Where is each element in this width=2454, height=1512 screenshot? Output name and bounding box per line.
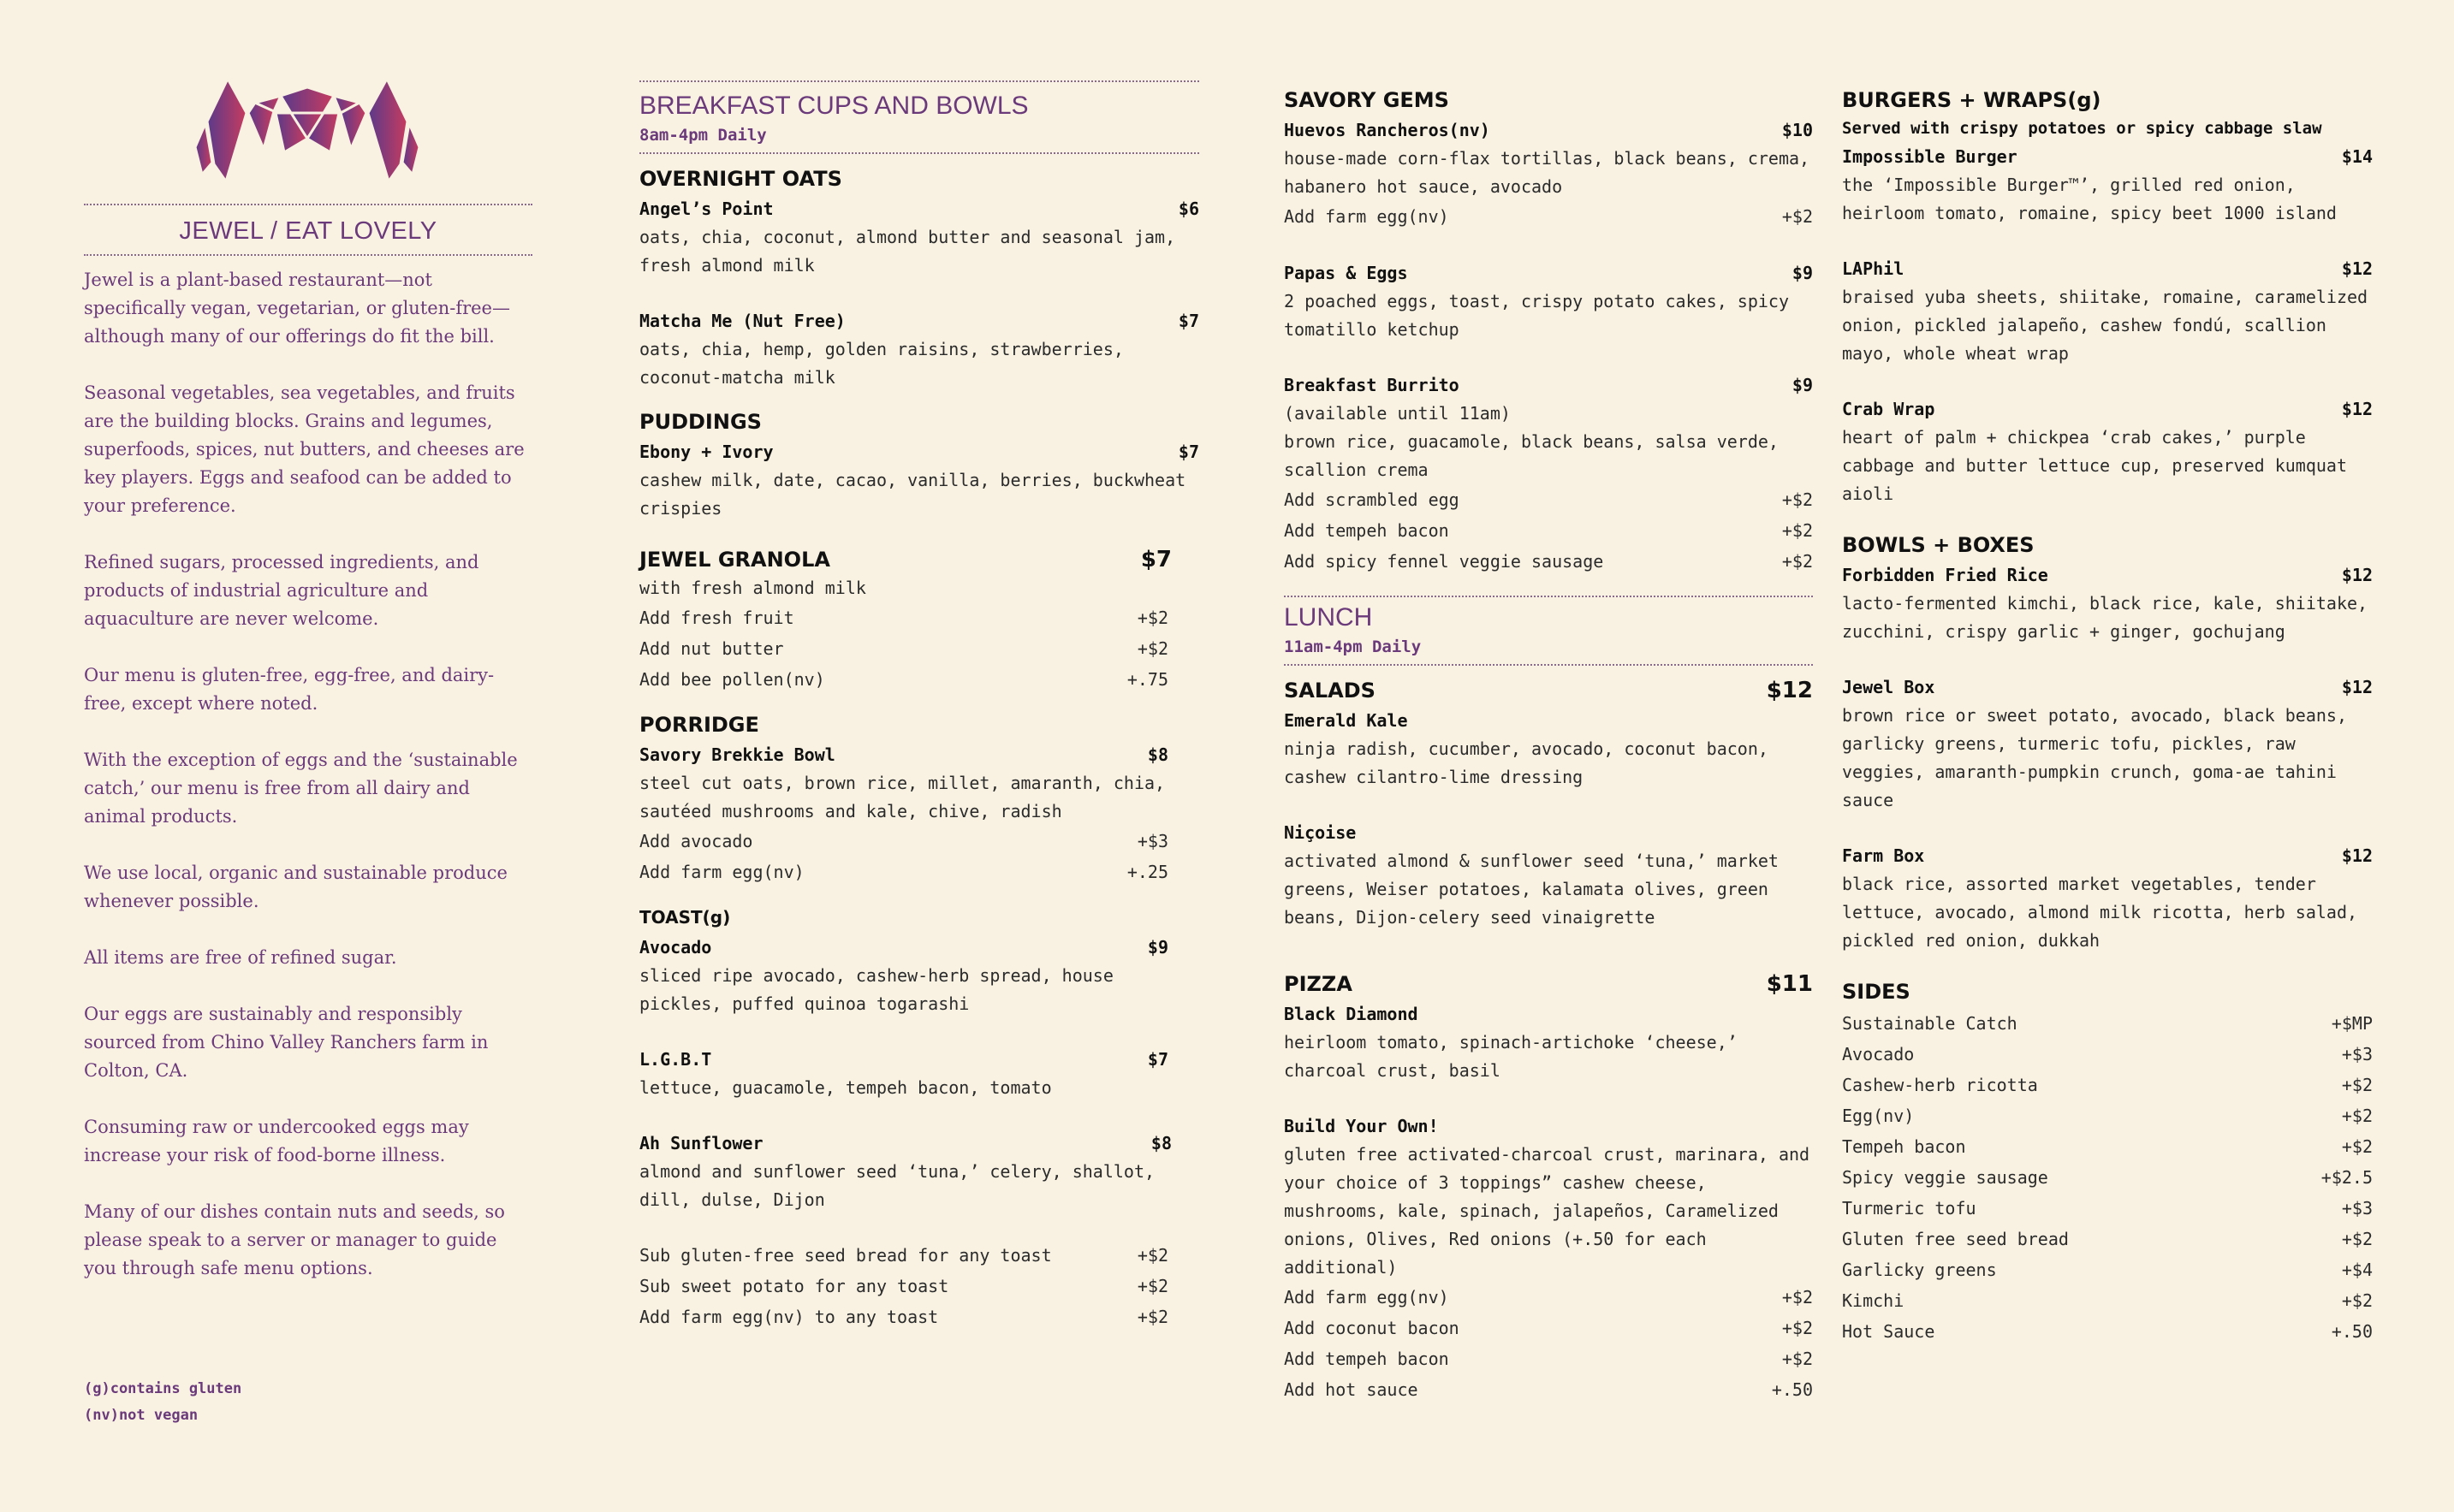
item-price: $14 bbox=[2341, 146, 2373, 167]
item-name: Angel’s Point bbox=[639, 199, 774, 219]
item-name: Build Your Own! bbox=[1284, 1116, 1439, 1136]
item-desc: lacto-fermented kimchi, black rice, kale, shiitake, zucchini, crispy garlic + ginger, gochujang bbox=[1842, 593, 2368, 642]
item-desc: activated almond & sunflower seed ‘tuna,’ market greens, Weiser potatoes, kalamata olives, green beans, Dijon-celery seed vinaigrette bbox=[1284, 851, 1779, 928]
breakfast-rule-top bbox=[639, 80, 1199, 82]
item-price: $12 bbox=[2341, 565, 2373, 585]
item-desc: brown rice or sweet potato, avocado, black beans, garlicky greens, turmeric tofu, pickles, raw veggies, amaranth-pumpkin crunch, goma-ae tahini sauce bbox=[1842, 705, 2348, 810]
side-item: Tempeh bacon +$2 bbox=[1842, 1136, 2373, 1157]
item-name: Papas & Eggs bbox=[1284, 263, 1408, 283]
restaurant-title: JEWEL / EAT LOVELY bbox=[179, 217, 437, 245]
intro-column bbox=[84, 0, 532, 1424]
menu-item bbox=[1284, 707, 1813, 792]
category-overnight-oats: OVERNIGHT OATS bbox=[639, 167, 842, 191]
add-on: Add coconut bacon +$2 bbox=[1284, 1318, 1813, 1338]
breakfast-hours: 8am-4pm Daily bbox=[639, 126, 767, 145]
burgers-sub: Served with crispy potatoes or spicy cabbage slaw bbox=[1842, 119, 2322, 138]
item-desc: black rice, assorted market vegetables, tender lettuce, avocado, almond milk ricotta, herb salad, pickled red onion, dukkah bbox=[1842, 874, 2358, 951]
item-desc: lettuce, guacamole, tempeh bacon, tomato bbox=[639, 1077, 1052, 1098]
category-price: $11 bbox=[1766, 971, 1813, 997]
item-desc: heirloom tomato, spinach-artichoke ‘cheese,’ charcoal crust, basil bbox=[1284, 1032, 1738, 1081]
item-name: L.G.B.T bbox=[639, 1049, 712, 1070]
item-price: $9 bbox=[1791, 263, 1813, 283]
category-bowls-boxes: BOWLS + BOXES bbox=[1842, 533, 2035, 557]
item-desc: house-made corn-flax tortillas, black beans, crema, habanero hot sauce, avocado bbox=[1284, 148, 1810, 197]
add-on: Add farm egg(nv) to any toast +$2 bbox=[639, 1307, 1168, 1327]
burgers-bowls-sides-column bbox=[1842, 86, 2373, 1347]
category-savory-gems: SAVORY GEMS bbox=[1284, 88, 1449, 112]
item-name: Impossible Burger bbox=[1842, 146, 2017, 167]
add-on: Sub gluten-free seed bread for any toast +$2 bbox=[639, 1245, 1168, 1266]
add-on: Add fresh fruit +$2 bbox=[639, 608, 1168, 628]
item-desc: braised yuba sheets, shiitake, romaine, caramelized onion, pickled jalapeño, cashew fondú, scallion mayo, whole wheat wrap bbox=[1842, 287, 2368, 364]
category-sides: SIDES bbox=[1842, 980, 1910, 1004]
add-on: Add avocado +$3 bbox=[639, 831, 1168, 851]
menu-item bbox=[639, 195, 1199, 280]
item-desc: cashew milk, date, cacao, vanilla, berries, buckwheat crispies bbox=[639, 470, 1186, 519]
item-price: $12 bbox=[2341, 677, 2373, 697]
side-item: Garlicky greens +$4 bbox=[1842, 1260, 2373, 1280]
menu-item bbox=[1284, 259, 1813, 344]
menu-item bbox=[1842, 255, 2373, 368]
item-name: Huevos Rancheros(nv) bbox=[1284, 120, 1490, 140]
menu-item bbox=[1284, 371, 1813, 577]
note-not-vegan: (nv)not vegan bbox=[84, 1407, 199, 1424]
toast-add-ons bbox=[639, 1240, 1199, 1332]
add-on: Add tempeh bacon +$2 bbox=[1284, 1349, 1813, 1369]
intro-paragraph: With the exception of eggs and the ‘sustainable catch,’ our menu is free from all dairy and animal products. bbox=[84, 750, 518, 827]
side-item: Kimchi +$2 bbox=[1842, 1290, 2373, 1311]
item-name: Emerald Kale bbox=[1284, 710, 1408, 731]
item-name: Jewel Box bbox=[1842, 677, 1935, 697]
lunch-rule-top bbox=[1284, 596, 1813, 597]
item-desc: brown rice, guacamole, black beans, salsa verde, scallion crema bbox=[1284, 431, 1779, 480]
lunch-rule-bottom bbox=[1284, 664, 1813, 666]
breakfast-column bbox=[639, 80, 1199, 1332]
intro-paragraph: Many of our dishes contain nuts and seeds, so please speak to a server or manager to guide you through safe menu options. bbox=[84, 1201, 505, 1278]
menu-item bbox=[1842, 561, 2373, 646]
item-price: $12 bbox=[2341, 845, 2373, 866]
intro-paragraph: Consuming raw or undercooked eggs may increase your risk of food-borne illness. bbox=[84, 1117, 469, 1165]
item-desc: sliced ripe avocado, cashew-herb spread, house pickles, puffed quinoa togarashi bbox=[639, 965, 1114, 1014]
menu-item bbox=[639, 741, 1199, 826]
category-porridge: PORRIDGE bbox=[639, 713, 759, 737]
menu-item bbox=[639, 438, 1199, 523]
menu-item bbox=[1284, 1112, 1813, 1282]
item-desc: almond and sunflower seed ‘tuna,’ celery, shallot, dill, dulse, Dijon bbox=[639, 1161, 1156, 1210]
item-price: $9 bbox=[1147, 937, 1168, 958]
item-name: Black Diamond bbox=[1284, 1004, 1418, 1024]
menu-item bbox=[1284, 116, 1813, 232]
breakfast-rule-bottom bbox=[639, 152, 1199, 154]
item-name: Niçoise bbox=[1284, 822, 1357, 843]
menu-item bbox=[1842, 673, 2373, 815]
intro-paragraph: Our eggs are sustainably and responsibly sourced from Chino Valley Ranchers farm in Colton, CA. bbox=[84, 1004, 489, 1081]
intro-paragraph: Seasonal vegetables, sea vegetables, and fruits are the building blocks. Grains and legumes, superfoods, spices, nut butters, and cheeses are key players. Eggs and seafood can be added to your preference. bbox=[84, 382, 525, 516]
title-rule-bottom bbox=[84, 254, 532, 256]
item-price: $8 bbox=[1150, 1133, 1172, 1153]
side-item: Egg(nv) +$2 bbox=[1842, 1106, 2373, 1126]
item-desc: gluten free activated-charcoal crust, marinara, and your choice of 3 toppings” cashew cheese, mushrooms, kale, spinach, jalapeños, Caramelized onions, Olives, Red onions (+.50 for each additional) bbox=[1284, 1144, 1810, 1278]
item-name: LAPhil bbox=[1842, 258, 1904, 279]
add-on: Add farm egg(nv) +$2 bbox=[1284, 1287, 1813, 1307]
menu-item bbox=[1842, 395, 2373, 508]
item-price: $8 bbox=[1147, 744, 1168, 765]
item-desc: steel cut oats, brown rice, millet, amaranth, chia, sautéed mushrooms and kale, chive, radish bbox=[639, 773, 1166, 821]
item-desc: heart of palm + chickpea ‘crab cakes,’ purple cabbage and butter lettuce cup, preserved kumquat aioli bbox=[1842, 427, 2348, 504]
side-item: Turmeric tofu +$3 bbox=[1842, 1198, 2373, 1218]
item-desc: the ‘Impossible Burger™’, grilled red onion, heirloom tomato, romaine, spicy beet 1000 island bbox=[1842, 175, 2337, 223]
intro-paragraph: Jewel is a plant-based restaurant—not specifically vegan, vegetarian, or gluten-free—although many of our offerings do fit the bill. bbox=[84, 270, 510, 347]
item-price: $12 bbox=[2341, 399, 2373, 419]
category-burgers-wraps: BURGERS + WRAPS(g) bbox=[1842, 88, 2101, 112]
category-toast: TOAST(g) bbox=[639, 907, 731, 928]
category-price: $7 bbox=[1140, 547, 1172, 572]
menu-item bbox=[639, 1046, 1199, 1102]
item-name: Breakfast Burrito bbox=[1284, 375, 1459, 395]
lunch-hours: 11am-4pm Daily bbox=[1284, 637, 1422, 656]
item-name: Savory Brekkie Bowl bbox=[639, 744, 835, 765]
sides-list bbox=[1842, 1008, 2373, 1347]
breakfast-heading: BREAKFAST CUPS AND BOWLS bbox=[639, 92, 1029, 120]
savory-lunch-column bbox=[1284, 86, 1813, 1405]
item-desc: 2 poached eggs, toast, crispy potato cakes, spicy tomatillo ketchup bbox=[1284, 291, 1790, 340]
add-on: Add nut butter +$2 bbox=[639, 638, 1168, 659]
side-item: Gluten free seed bread +$2 bbox=[1842, 1229, 2373, 1249]
category-price: $12 bbox=[1766, 678, 1813, 703]
category-jewel-granola: JEWEL GRANOLA $7 bbox=[639, 547, 1172, 572]
intro-text bbox=[84, 266, 532, 1283]
item-price: $7 bbox=[1178, 311, 1199, 331]
add-on: Sub sweet potato for any toast +$2 bbox=[639, 1276, 1168, 1296]
add-on: Add hot sauce +.50 bbox=[1284, 1379, 1813, 1400]
menu-item bbox=[1842, 143, 2373, 228]
item-name: Avocado bbox=[639, 937, 712, 958]
item-price: $6 bbox=[1178, 199, 1199, 219]
item-name: Ebony + Ivory bbox=[639, 442, 774, 462]
intro-paragraph: Refined sugars, processed ingredients, and products of industrial agriculture and aquaculture are never welcome. bbox=[84, 552, 479, 629]
item-name: Matcha Me (Nut Free) bbox=[639, 311, 846, 331]
item-name: Crab Wrap bbox=[1842, 399, 1935, 419]
menu-item bbox=[639, 934, 1199, 1018]
menu-item bbox=[1842, 842, 2373, 955]
add-on: Add bee pollen(nv) +.75 bbox=[639, 669, 1168, 690]
item-name: Farm Box bbox=[1842, 845, 1925, 866]
menu-item bbox=[639, 1130, 1199, 1214]
side-item: Spicy veggie sausage +$2.5 bbox=[1842, 1167, 2373, 1188]
category-salads: SALADS $12 bbox=[1284, 678, 1813, 703]
item-name: Forbidden Fried Rice bbox=[1842, 565, 2048, 585]
add-on: Add scrambled egg +$2 bbox=[1284, 489, 1813, 510]
item-desc: ninja radish, cucumber, avocado, coconut bacon, cashew cilantro-lime dressing bbox=[1284, 738, 1768, 787]
side-item: Hot Sauce +.50 bbox=[1842, 1321, 2373, 1342]
item-price: $9 bbox=[1791, 375, 1813, 395]
add-on: Add spicy fennel veggie sausage +$2 bbox=[1284, 551, 1813, 572]
lunch-section bbox=[1284, 592, 1813, 666]
item-price: $12 bbox=[2341, 258, 2373, 279]
side-item: Sustainable Catch +$MP bbox=[1842, 1013, 2373, 1034]
item-note: (available until 11am) bbox=[1284, 403, 1511, 424]
crystal-gems-logo-icon bbox=[195, 79, 419, 183]
category-pizza: PIZZA $11 bbox=[1284, 971, 1813, 997]
menu-item bbox=[639, 307, 1199, 392]
item-name: Ah Sunflower bbox=[639, 1133, 764, 1153]
lunch-heading: LUNCH bbox=[1284, 603, 1373, 631]
add-on: Add farm egg(nv) +.25 bbox=[639, 862, 1168, 882]
item-desc: oats, chia, hemp, golden raisins, strawberries, coconut-matcha milk bbox=[639, 339, 1124, 388]
add-on: Add farm egg(nv) +$2 bbox=[1284, 206, 1813, 227]
note-gluten: (g)contains gluten bbox=[84, 1380, 242, 1397]
item-price: $7 bbox=[1178, 442, 1199, 462]
item-price: $10 bbox=[1781, 120, 1813, 140]
intro-paragraph: Our menu is gluten-free, egg-free, and dairy-free, except where noted. bbox=[84, 665, 495, 714]
item-price: $7 bbox=[1147, 1049, 1168, 1070]
side-item: Cashew-herb ricotta +$2 bbox=[1842, 1075, 2373, 1095]
menu-item bbox=[1284, 1000, 1813, 1085]
add-on: Add tempeh bacon +$2 bbox=[1284, 520, 1813, 541]
legend-notes bbox=[84, 1376, 241, 1429]
item-desc: oats, chia, coconut, almond butter and seasonal jam, fresh almond milk bbox=[639, 227, 1176, 276]
side-item: Avocado +$3 bbox=[1842, 1044, 2373, 1064]
menu-item bbox=[1284, 819, 1813, 932]
intro-paragraph: We use local, organic and sustainable produce whenever possible. bbox=[84, 863, 508, 911]
granola-sub: with fresh almond milk bbox=[639, 578, 866, 598]
intro-paragraph: All items are free of refined sugar. bbox=[84, 947, 397, 968]
category-puddings: PUDDINGS bbox=[639, 410, 762, 434]
